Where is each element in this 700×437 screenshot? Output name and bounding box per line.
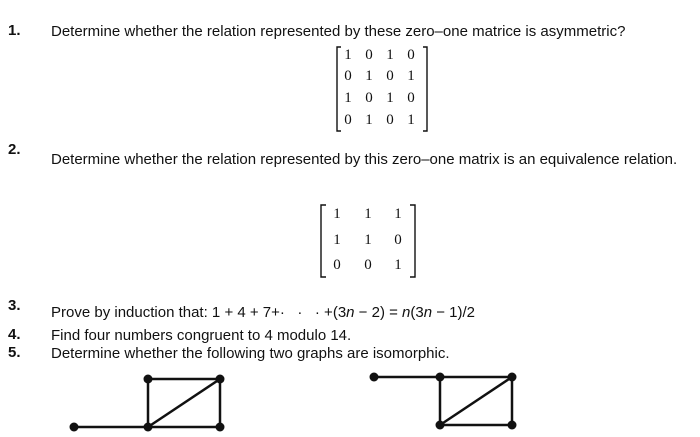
- matrix-1-cell: 1: [386, 90, 394, 106]
- matrix-1-cell: 0: [344, 112, 352, 128]
- matrix-2-cell: 1: [333, 206, 341, 222]
- graph-1-vertex: [216, 375, 225, 384]
- matrix-1-cell: 0: [407, 47, 415, 63]
- question-5-number: 5.: [8, 344, 21, 361]
- matrix-1-cell: 1: [344, 47, 352, 63]
- question-3-text-prefix: Prove by induction that: 1 + 4 + 7+· · · +(3: [51, 304, 347, 321]
- question-4-number: 4.: [8, 326, 21, 343]
- matrix-1-cell: 0: [386, 112, 394, 128]
- question-3-text: [51, 303, 475, 322]
- question-1-text: Determine whether the relation represented by these zero–one matrice is asymmetric?: [51, 23, 626, 40]
- question-5-text: Determine whether the following two graphs are isomorphic.: [51, 345, 450, 362]
- matrix-1-cell: 0: [365, 90, 373, 106]
- question-3-text-mid2: (3: [410, 304, 424, 321]
- zero-one-matrix-2: [320, 204, 416, 278]
- graph-1: [60, 365, 240, 437]
- question-2-number: 2.: [8, 141, 21, 158]
- matrix-1-cell: 0: [407, 90, 415, 106]
- graph-2-edge: [440, 377, 512, 425]
- graph-2-vertex: [508, 421, 517, 430]
- variable-n: n: [402, 304, 411, 321]
- matrix-1-cell: 1: [365, 68, 373, 84]
- matrix-1-cell: 1: [386, 47, 394, 63]
- graph-2-vertex: [508, 373, 517, 382]
- graph-2-vertex: [436, 421, 445, 430]
- matrix-2-cell: 0: [394, 232, 402, 248]
- graph-1-vertex: [144, 423, 153, 432]
- variable-n: n: [423, 304, 433, 321]
- matrix-2-cell: 1: [364, 232, 372, 248]
- matrix-1-cell: 0: [386, 68, 394, 84]
- question-3-text-mid: − 2) =: [354, 304, 403, 321]
- graph-2-vertex: [370, 373, 379, 382]
- graph-1-vertex: [144, 375, 153, 384]
- matrix-1-cell: 1: [365, 112, 373, 128]
- matrix-2-cell: 1: [333, 232, 341, 248]
- matrix-1-cell: 1: [407, 68, 415, 84]
- matrix-1-cell: 0: [344, 68, 352, 84]
- matrix-2-cell: 0: [364, 257, 372, 273]
- matrix-1-cell: 0: [365, 47, 373, 63]
- matrix-1-cell: 1: [344, 90, 352, 106]
- question-3-text-end: − 1)/2: [432, 304, 476, 321]
- matrix-2-cell: 1: [394, 257, 402, 273]
- question-1-number: 1.: [8, 22, 21, 39]
- graph-2-vertex: [436, 373, 445, 382]
- question-3-number: 3.: [8, 297, 21, 314]
- question-4-text: Find four numbers congruent to 4 modulo 14.: [51, 327, 352, 344]
- variable-n: n: [346, 304, 355, 321]
- matrix-1-cell: 1: [407, 112, 415, 128]
- graph-1-edge: [148, 379, 220, 427]
- question-2-text: Determine whether the relation represented by this zero–one matrix is an equivalence relation.: [51, 151, 678, 168]
- zero-one-matrix-1: [336, 46, 428, 132]
- matrix-2-cell: 1: [364, 206, 372, 222]
- matrix-2-cell: 0: [333, 257, 341, 273]
- matrix-2-cell: 1: [394, 206, 402, 222]
- graph-1-vertex: [70, 423, 79, 432]
- graph-1-vertex: [216, 423, 225, 432]
- graph-2: [360, 365, 530, 437]
